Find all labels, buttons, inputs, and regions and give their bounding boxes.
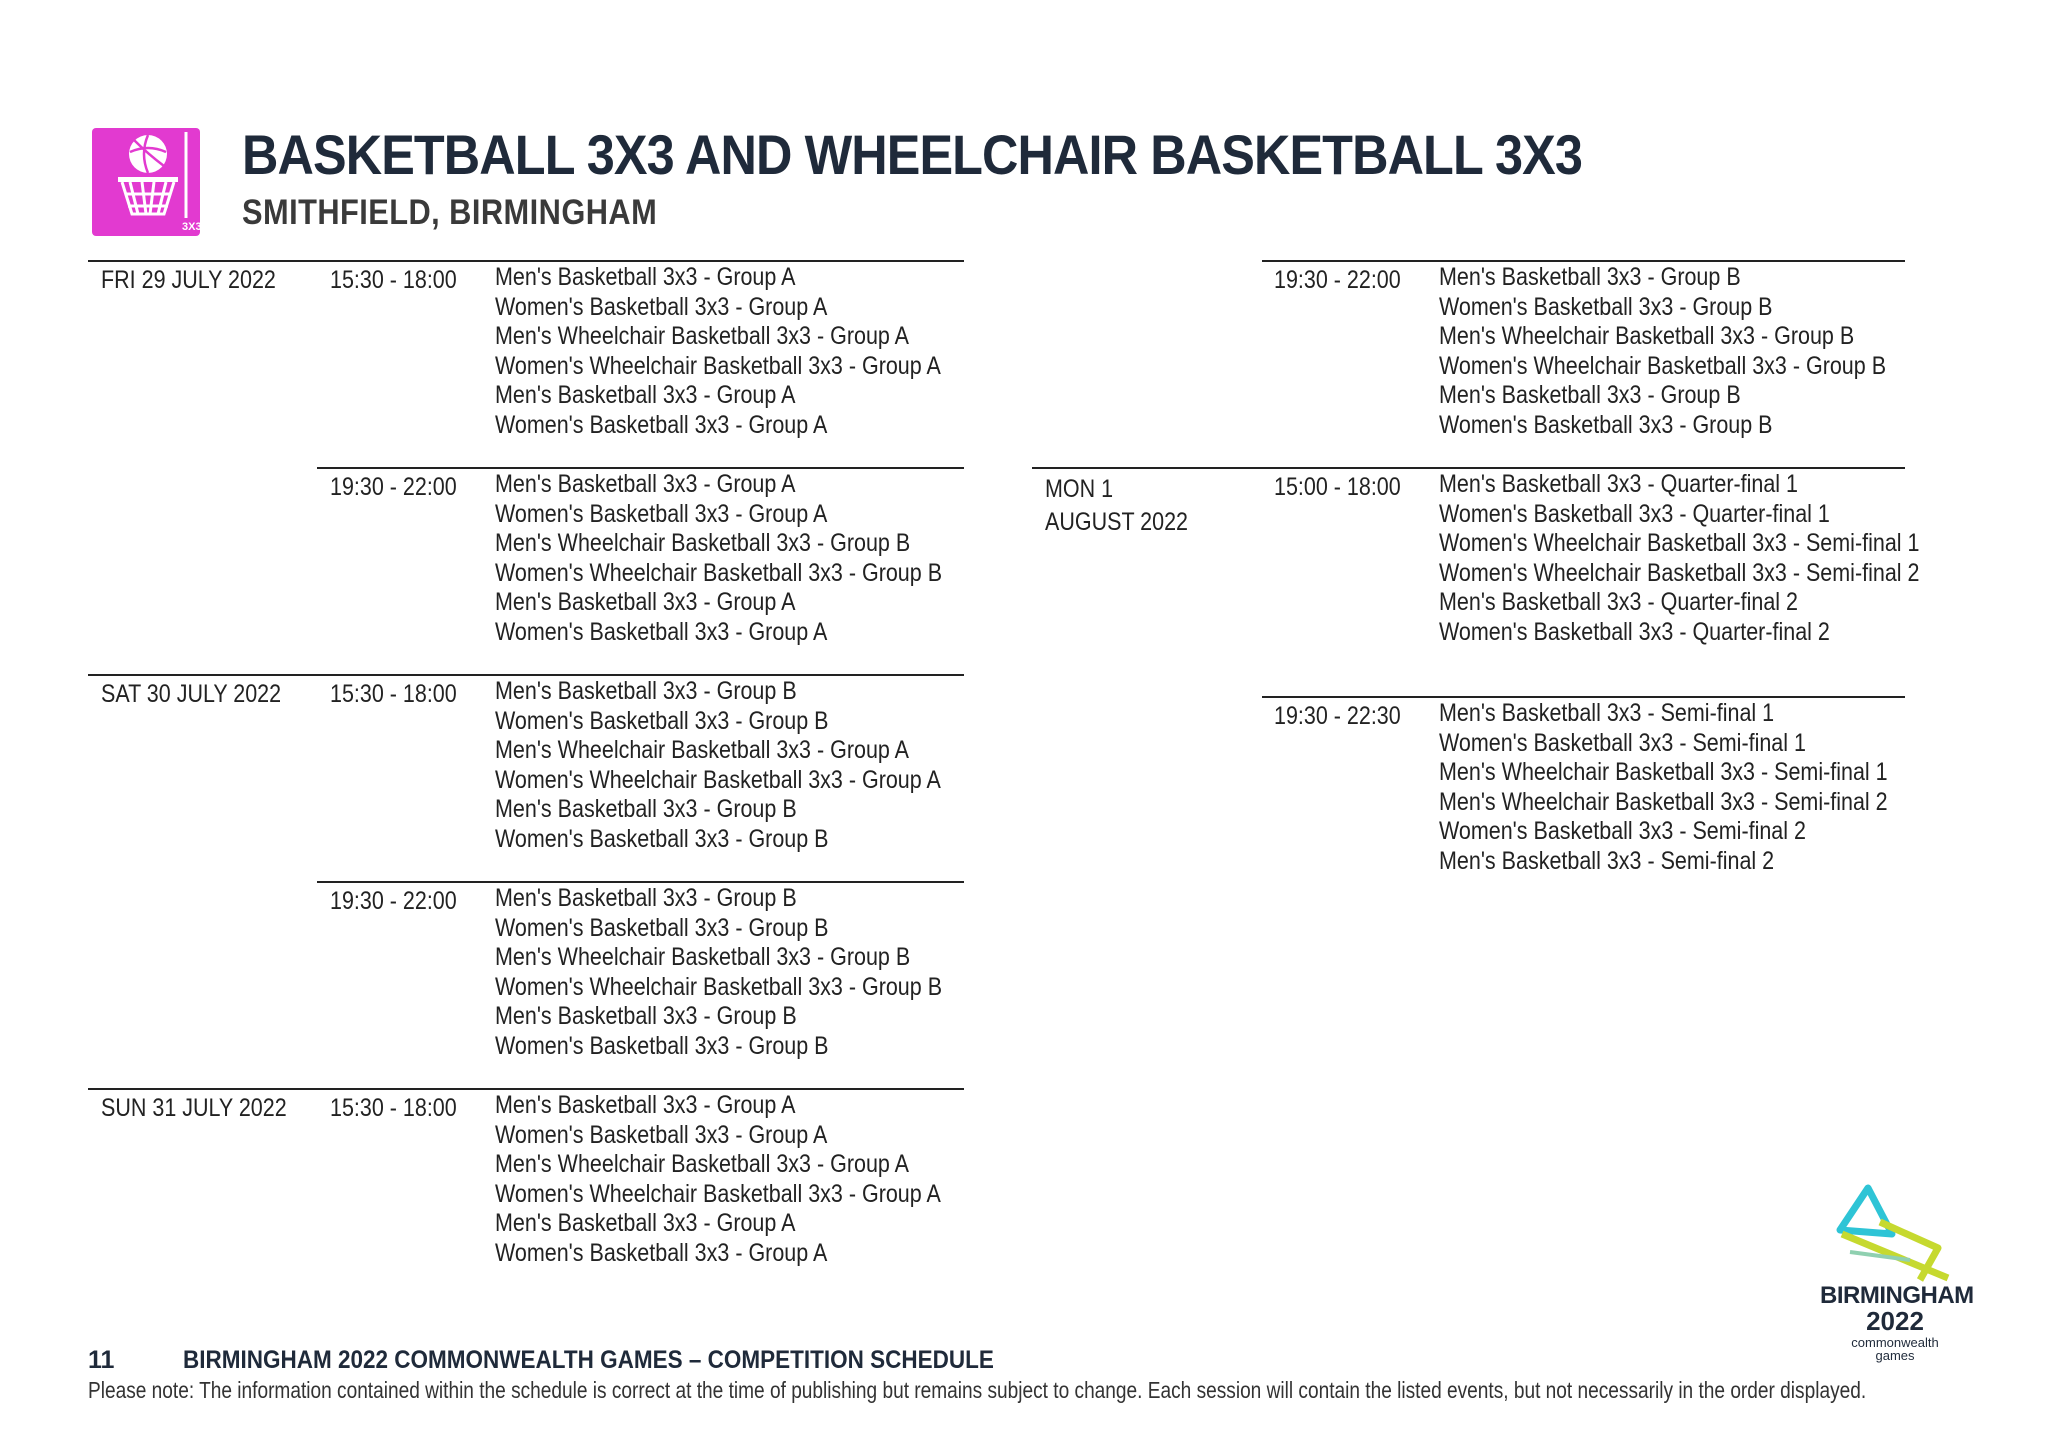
divider — [317, 467, 964, 469]
event-item: Women's Wheelchair Basketball 3x3 - Group B — [1439, 351, 1887, 380]
event-list — [495, 263, 941, 440]
divider — [88, 674, 964, 676]
event-item: Men's Wheelchair Basketball 3x3 - Group B — [1439, 322, 1855, 350]
basketball-hoop-icon — [88, 122, 206, 240]
session-date: SUN 31 JULY 2022 — [101, 1094, 287, 1122]
event-list — [495, 677, 941, 854]
event-item: Women's Basketball 3x3 - Group A — [495, 410, 828, 439]
event-item: Men's Basketball 3x3 - Group A — [495, 381, 796, 409]
logo-city: BIRMINGHAM — [1820, 1282, 1974, 1309]
divider — [1262, 696, 1905, 698]
event-item: Women's Basketball 3x3 - Group B — [495, 824, 829, 853]
logo-tagline-2: games — [1875, 1348, 1915, 1363]
event-item: Men's Basketball 3x3 - Group A — [495, 470, 796, 498]
divider — [88, 260, 964, 262]
event-item: Women's Basketball 3x3 - Semi-final 2 — [1439, 817, 1806, 845]
session-time: 19:30 - 22:00 — [1274, 266, 1401, 294]
event-item: Women's Basketball 3x3 - Group B — [495, 1031, 829, 1060]
event-item: Men's Wheelchair Basketball 3x3 - Group B — [495, 529, 911, 557]
event-item: Women's Basketball 3x3 - Group A — [495, 499, 828, 528]
event-item: Men's Wheelchair Basketball 3x3 - Semi-final 1 — [1439, 758, 1888, 786]
event-item: Women's Basketball 3x3 - Group B — [495, 913, 829, 942]
event-list — [1439, 263, 1886, 440]
page-number: 11 — [88, 1346, 115, 1374]
event-item: Women's Wheelchair Basketball 3x3 - Group B — [495, 972, 943, 1001]
event-item: Men's Basketball 3x3 - Group A — [495, 1091, 796, 1119]
session-time: 15:30 - 18:00 — [330, 266, 457, 294]
session-time: 19:30 - 22:00 — [330, 887, 457, 915]
page-title: BASKETBALL 3X3 AND WHEELCHAIR BASKETBALL 3X3 — [242, 123, 1583, 186]
divider — [317, 881, 964, 883]
event-item: Men's Basketball 3x3 - Group B — [1439, 263, 1741, 291]
event-item: Women's Wheelchair Basketball 3x3 - Semi-final 2 — [1439, 558, 1920, 587]
event-list — [495, 470, 942, 647]
event-item: Women's Wheelchair Basketball 3x3 - Group A — [495, 1179, 941, 1208]
footer-title: BIRMINGHAM 2022 COMMONWEALTH GAMES – COMPETITION SCHEDULE — [183, 1346, 994, 1374]
event-list — [495, 884, 942, 1061]
event-item: Men's Wheelchair Basketball 3x3 - Group A — [495, 736, 909, 764]
event-item: Men's Basketball 3x3 - Group A — [495, 588, 796, 616]
event-item: Women's Wheelchair Basketball 3x3 - Group A — [495, 765, 941, 794]
event-item: Men's Basketball 3x3 - Group A — [495, 1209, 796, 1237]
event-item: Men's Wheelchair Basketball 3x3 - Group A — [495, 322, 909, 350]
event-item: Men's Basketball 3x3 - Semi-final 2 — [1439, 846, 1775, 875]
event-item: Men's Wheelchair Basketball 3x3 - Semi-final 2 — [1439, 787, 1888, 816]
event-item: Men's Basketball 3x3 - Group B — [495, 795, 797, 823]
session-time: 15:30 - 18:00 — [330, 680, 457, 708]
session-time: 15:30 - 18:00 — [330, 1094, 457, 1122]
event-item: Women's Basketball 3x3 - Semi-final 1 — [1439, 728, 1806, 757]
event-item: Women's Basketball 3x3 - Group A — [495, 617, 828, 646]
session-time: 19:30 - 22:30 — [1274, 702, 1401, 730]
event-item: Men's Basketball 3x3 - Quarter-final 2 — [1439, 588, 1799, 616]
event-item: Women's Wheelchair Basketball 3x3 - Group B — [495, 558, 943, 587]
event-item: Men's Wheelchair Basketball 3x3 - Group A — [495, 1150, 909, 1178]
footer-note: Please note: The information contained within the schedule is correct at the time of publishing but remains subject to change. Each session will contain the listed events, but not necessarily in the order displayed. — [88, 1377, 1867, 1403]
event-item: Men's Basketball 3x3 - Group B — [1439, 381, 1741, 409]
event-item: Women's Basketball 3x3 - Group A — [495, 292, 828, 321]
logo-tagline-1: commonwealth — [1851, 1335, 1939, 1350]
birmingham-2022-logo — [1820, 1182, 1974, 1372]
event-list — [1439, 470, 1919, 647]
session-date: SAT 30 JULY 2022 — [101, 680, 282, 708]
event-item: Women's Basketball 3x3 - Group B — [495, 706, 829, 735]
session-time: 19:30 - 22:00 — [330, 473, 457, 501]
venue-subtitle: SMITHFIELD, BIRMINGHAM — [242, 193, 658, 232]
event-item: Men's Basketball 3x3 - Quarter-final 1 — [1439, 470, 1799, 498]
event-item: Women's Basketball 3x3 - Group A — [495, 1120, 828, 1149]
logo-year: 2022 — [1866, 1306, 1924, 1336]
icon-label: 3X3 — [182, 221, 202, 233]
event-item: Men's Basketball 3x3 - Group B — [495, 677, 797, 705]
event-item: Men's Basketball 3x3 - Semi-final 1 — [1439, 699, 1775, 727]
event-list — [495, 1091, 941, 1268]
birmingham-2022-triangle-logo-icon — [1820, 1182, 1970, 1282]
event-item: Women's Wheelchair Basketball 3x3 - Semi-final 1 — [1439, 529, 1920, 557]
event-item: Men's Basketball 3x3 - Group B — [495, 1002, 797, 1030]
event-item: Men's Basketball 3x3 - Group A — [495, 263, 796, 291]
event-item: Women's Basketball 3x3 - Group B — [1439, 410, 1773, 439]
event-item: Men's Basketball 3x3 - Group B — [495, 884, 797, 912]
session-date: FRI 29 JULY 2022 — [101, 266, 276, 294]
logo-tagline — [1820, 1336, 1970, 1362]
divider — [1032, 467, 1905, 469]
event-item: Women's Wheelchair Basketball 3x3 - Group A — [495, 351, 941, 380]
event-item: Men's Wheelchair Basketball 3x3 - Group B — [495, 943, 911, 971]
event-item: Women's Basketball 3x3 - Group A — [495, 1238, 828, 1267]
event-item: Women's Basketball 3x3 - Quarter-final 2 — [1439, 617, 1830, 646]
event-list — [1439, 699, 1888, 876]
divider — [88, 1088, 964, 1090]
divider — [1262, 260, 1905, 262]
event-item: Women's Basketball 3x3 - Group B — [1439, 292, 1773, 321]
event-item: Women's Basketball 3x3 - Quarter-final 1 — [1439, 499, 1830, 528]
session-time: 15:00 - 18:00 — [1274, 473, 1401, 501]
session-date: MON 1 AUGUST 2022 — [1045, 475, 1189, 536]
